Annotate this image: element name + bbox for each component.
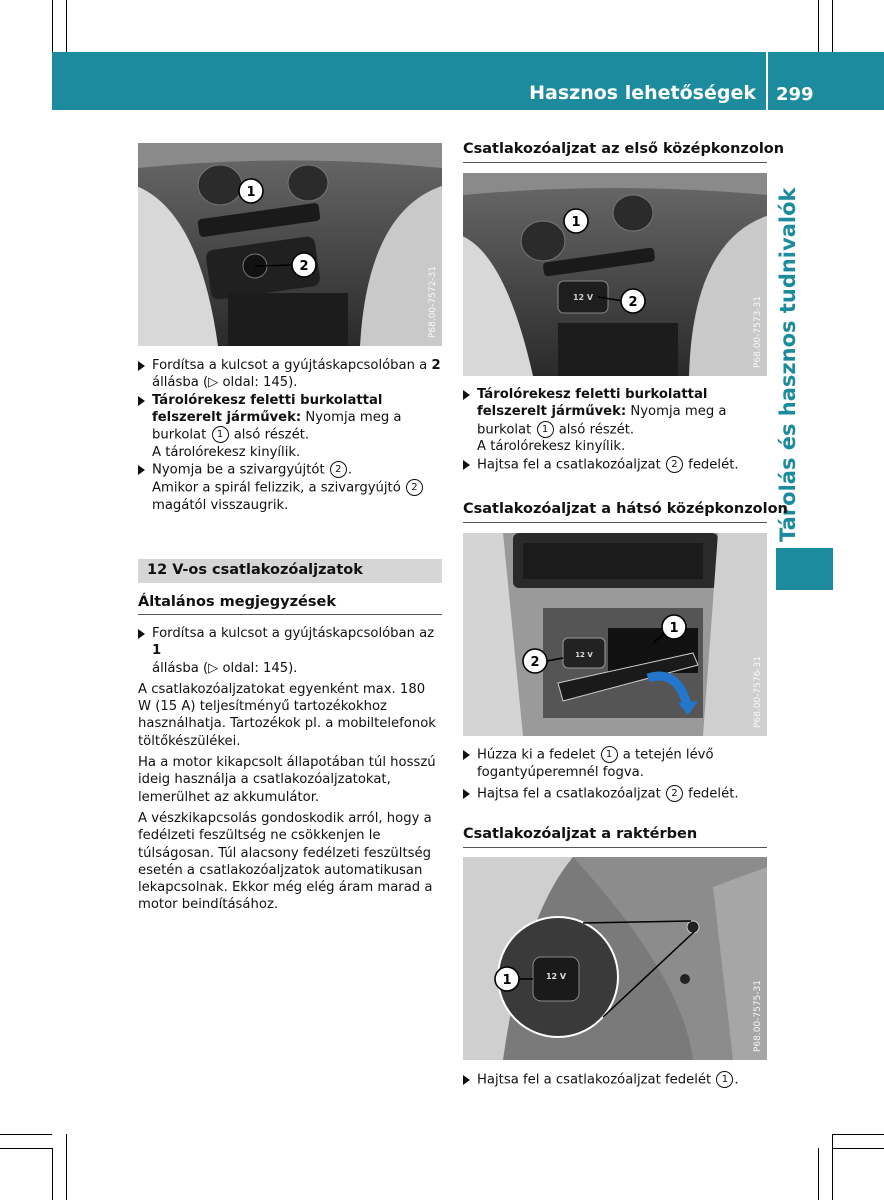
callout-ref: 1 [716,1071,733,1088]
header-band [52,52,884,110]
callout-1: 1 [669,621,679,636]
callout-ref: 2 [666,456,683,473]
general-text [138,625,442,918]
list-item [138,392,442,462]
trunk-socket-photo [463,857,767,1060]
callout-2: 2 [628,295,638,310]
side-tab-block [776,548,833,590]
socket-label: 12 V [575,651,593,659]
crop-mark [66,1134,67,1200]
list-item [463,386,767,456]
step-text: Nyomja meg a burkolat [477,404,727,438]
front-socket-illustration [463,173,767,376]
callout-2: 2 [299,259,309,274]
step-bold: 2 [431,358,441,373]
bullet-arrow-icon [463,750,470,760]
trunk-socket-heading: Csatlakozóaljzat a raktérben [463,826,698,842]
step-text: . [734,1072,739,1088]
side-tab-label: Tárolás és hasznos tudnivalók [776,187,800,542]
bullet-arrow-icon [138,396,145,406]
callout-ref: 2 [666,785,683,802]
step-text: állásba (▷ oldal: 145). [152,660,298,676]
figure-code: P68.00-7576-31 [753,655,763,728]
heading-rule [463,162,767,163]
list-item [463,746,767,781]
page-title: Hasznos lehetőségek [529,82,756,104]
bullet-arrow-icon [463,1075,470,1085]
general-heading: Általános megjegyzések [138,594,336,610]
callout-ref: 2 [406,479,423,496]
crop-mark [832,1134,833,1200]
paragraph: A csatlakozóaljzatokat egyenként max. 180 W (15 A) teljesítményű tartozékokhoz használhatja. Tartozékok pl. a mobiltelefonok töltőkészülékei. [138,681,436,749]
step-text: Hajtsa fel a csatlakozóaljzat [477,786,665,802]
step-result: magától visszaugrik. [152,497,289,513]
bullet-arrow-icon [463,390,470,400]
crop-mark [832,0,833,52]
step-result: Amikor a spirál felizzik, a szivargyújtó [152,480,405,496]
list-item [138,625,442,677]
section-title-box [138,559,442,583]
socket-label: 12 V [545,972,567,981]
socket-label: 12 V [572,293,594,302]
callout-1: 1 [502,973,512,988]
step-result: A tárolórekesz kinyílik. [152,444,301,460]
crop-mark [818,0,819,52]
callout-ref: 1 [537,421,554,438]
callout-1: 1 [246,185,256,200]
bullet-arrow-icon [138,465,145,475]
figure-code: P68.00-7572-31 [428,265,438,338]
step-text: Nyomja meg a burkolat [152,409,402,443]
rear-socket-heading: Csatlakozóaljzat a hátsó középkonzolon [463,501,788,517]
bullet-arrow-icon [138,361,145,371]
callout-ref: 2 [330,461,347,478]
step-result: A tárolórekesz kinyílik. [477,439,626,455]
step-text: . [347,462,353,478]
step-text: a tetején lévő fogantyúperemnél fogva. [477,747,714,780]
step-text: Fordítsa a kulcsot a gyújtáskapcsolóban a [152,358,432,373]
step-text: fedelét. [683,786,739,802]
header-separator [766,52,768,110]
bullet-arrow-icon [463,460,470,470]
step-text: Nyomja be a szivargyújtót [152,462,329,478]
rear-steps [463,746,767,803]
front-steps [463,386,767,473]
bullet-arrow-icon [463,789,470,799]
center-console-illustration [138,143,442,346]
figure-code: P68.00-7575-31 [753,979,763,1052]
figure-code: P68.00-7573-31 [753,295,763,368]
rear-socket-photo [463,533,767,736]
paragraph: A vészkikapcsolás gondoskodik arról, hogy a fedélzeti feszültség ne csökkenjen le túlságosan. Túl alacsony fedélzeti feszültség esetén a csatlakozóaljzatok automatikusan lekapcsolnak. Ekkor még elég áram marad a motor beindításához. [138,810,433,913]
step-text: fedelét. [683,457,739,473]
front-socket-photo [463,173,767,376]
front-socket-heading: Csatlakozóaljzat az első középkonzolon [463,141,785,157]
list-item [463,1071,767,1089]
callout-1: 1 [571,215,581,230]
step-text: Hajtsa fel a csatlakozóaljzat fedelét [477,1072,716,1088]
paragraph: Ha a motor kikapcsolt állapotában túl hosszú ideig használja a csatlakozóaljzatokat, lemerülhet az akkumulátor. [138,755,436,805]
crop-mark [0,1148,52,1149]
rear-socket-illustration [463,533,767,736]
callout-2: 2 [530,655,540,670]
crop-mark [0,1134,52,1135]
list-item [463,456,767,474]
side-tab [776,187,806,542]
crop-mark [66,0,67,52]
crop-mark [52,1148,53,1200]
section-title: 12 V-os csatlakozóaljzatok [147,562,363,578]
step-text: Fordítsa a kulcsot a gyújtáskapcsolóban az [152,626,435,641]
heading-rule [463,847,767,848]
crop-mark [818,1148,819,1200]
step-bold: Tárolórekesz feletti burkolattal felszerelt járművek: [152,392,383,425]
list-item [463,785,767,803]
callout-ref: 1 [212,426,229,443]
crop-mark [832,1134,884,1135]
trunk-socket-illustration [463,857,767,1060]
callout-ref: 1 [601,746,618,763]
step-bold: 1 [152,643,162,659]
center-console-photo [138,143,442,346]
step-bold: Tárolórekesz feletti burkolattal felszerelt járművek: [477,387,708,420]
trunk-steps [463,1071,767,1089]
step-text: Húzza ki a fedelet [477,747,600,763]
step-text: alsó részét. [229,427,310,443]
step-text: alsó részét. [554,422,635,438]
page-number: 299 [776,84,814,105]
crop-mark [832,1148,884,1149]
heading-rule [463,522,767,523]
bullet-arrow-icon [138,629,145,639]
list-item [138,357,442,392]
step-text: állásba (▷ oldal: 145). [152,375,298,391]
left-steps [138,357,442,514]
crop-mark [52,0,53,52]
step-text: Hajtsa fel a csatlakozóaljzat [477,457,665,473]
heading-rule [138,614,442,615]
list-item [138,461,442,514]
